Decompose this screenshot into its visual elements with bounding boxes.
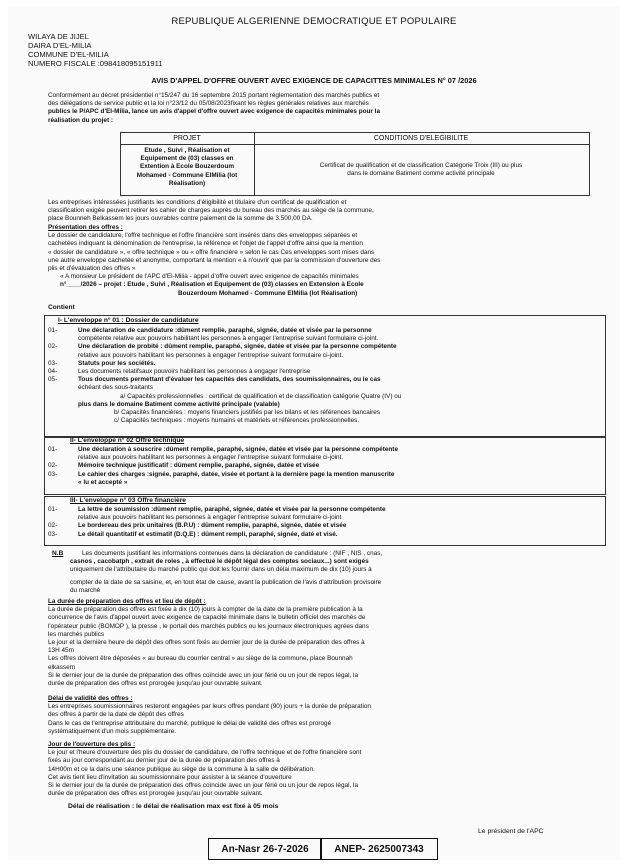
intro-line: Conformément au décret présidentiel n°15/247 du 16 septembre 2015 portant réglementation des marchés publics et <box>48 92 380 99</box>
item-number: 01- <box>48 327 58 334</box>
item-text: Le cahier des charges :signée, paraphé, datée, visée et portant à la dernière page la mention manuscrite <box>78 470 395 478</box>
ouverture-line: Le jour et l'heure d'ouverture des plis du dossier de candidature, de l'offre technique et de l'offre financière sont <box>48 749 362 757</box>
ouverture-line: Si le dernier jour de la durée de préparation des offres coïncide avec un jour férié ou un jour de repos légal, la <box>48 782 359 790</box>
intro-line: réalisation du projet : <box>48 116 113 124</box>
item-text: Une déclaration de candidature :dûment remplie, paraphé, signée, datée et visée par la personne <box>78 327 372 334</box>
wilaya: WILAYA DE JIJEL <box>28 32 89 41</box>
envelope-2-heading: II- L'enveloppe n° 02 Offre technique <box>70 437 185 444</box>
retrait-line: Les entreprises intéressées justifiants les conditions d'éligibilité et titulaire d'un certificat de qualification et <box>48 199 347 206</box>
duree-line: 13H 45m <box>48 647 74 655</box>
item-number: 02- <box>48 522 58 530</box>
presentation-heading: Présentation des offres : <box>48 224 123 231</box>
item-text: Tous documents permettant d'évaluer les capacités des candidats, des soumissionnaires, ou le cas <box>78 376 381 384</box>
condition-line: dans le domaine Batiment comme activité principale <box>347 170 495 178</box>
presentation-line: n°____/2026 – projet : Etude , Suivi , Réalisation et Equipement de (03) classes en Extension à Ecole <box>60 281 364 289</box>
contient-label: Contient <box>48 304 75 311</box>
ouverture-heading: Jour de l'ouverture des plis : <box>48 741 136 748</box>
signature-label: Le président de l'APC <box>478 828 544 835</box>
project-line: Mohamed - Commune ElMilia (lot <box>136 171 238 179</box>
duree-line: durée de préparation des offres est prorogée jusqu'au jour ouvrable suivant. <box>48 680 263 688</box>
cap-pro-text-cont: plus dans le domaine Batiment comme activité principale (valable) <box>78 400 280 408</box>
commune: COMMUNE D'EL-MILIA <box>28 50 109 59</box>
ouverture-line: 14H00m et ce la dans une séance publique au siège de la commune à la salle de délibération. <box>48 765 315 773</box>
presentation-section <box>48 224 380 298</box>
cap-pro-text: a/ Capacités professionnelles : certificat de qualification et de classification catégorie Quatre (IV) ou <box>120 392 402 400</box>
item-number: 02- <box>48 343 58 351</box>
nb-line: casnos , cacobatph , extrait de roles , à effectué le dépôt légal des comptes sociaux...) sont exigés <box>70 558 369 566</box>
item-number: 03- <box>48 530 58 538</box>
presentation-line: une autre enveloppe cachetée et anonyme, comportant la mention « à n'ouvrir que par la commission d'ouverture des <box>48 256 381 264</box>
intro-line: des délégations de service public et la loi n°23/12 du 05/08/2023fixant les règles générales relatives aux marchés <box>48 100 369 108</box>
validite-line: des offres à partir de la date de dépôt des offres <box>48 711 184 719</box>
duree-line: Si le dernier jour de la durée de préparation des offres coïncide avec un jour férié ou un jour de repos légal, la <box>48 671 359 679</box>
nb-line: Les documents justifiant les informations contenues dans la déclaration de candidature : (NIF , NIS , cnas, <box>82 550 383 557</box>
envelope-3-heading: III- L'enveloppe n° 03 Offre financière <box>70 497 186 504</box>
retrait-line: classification exigée peuvent retirer les cahier de charges auprès du bureau des marchés au siège de la commune, <box>48 207 374 215</box>
duree-line: Les offres doivent être déposées « au bureau du courrier central » au siège de la commune, place Bounnah <box>48 655 353 663</box>
notice-title: AVIS D'APPEL D'OFFRE OUVERT AVEC EXIGENCE DE CAPACITTES MINIMALES N° 07 /2026 <box>151 76 477 85</box>
duree-heading: La durée de préparation des offres et lieu de dépôt : <box>48 598 206 605</box>
presentation-line: Le dossier de candidature, l'offre technique et l'offre financière sont insérés dans des enveloppes séparées et <box>48 232 358 240</box>
ouverture-line: durée de préparation des offres est prorogée jusqu'au jour ouvrable suivant. <box>48 790 263 798</box>
envelope-1-heading: I- L'enveloppe n° 01 : Dossier de candidature <box>58 317 199 324</box>
condition-cell <box>254 162 588 178</box>
duree-line: concurrence de l'avis d'appel ouvert avec exigence de capacité minimale dans le bulletin officiel des marchés de <box>48 614 366 622</box>
item-number: 03- <box>48 470 58 478</box>
presentation-line: « dossier de candidature », « offre technique » ou « offre financière » selon le cas Ces enveloppes sont mises dans <box>48 248 375 256</box>
item-text-cont: relative aux pouvoirs habilitant les personnes à engager l'entreprise suivant formulaire ci-joint <box>78 514 342 522</box>
duree-line: l'opérateur public (BOMOP ), la presse , le portail des marchés publics ou les journaux électroniques agrées dans <box>48 622 369 630</box>
validite-line: Les entreprises soumissionnaires resteront engagées par leurs offres pendant (90) jours + la durée de préparation <box>48 703 371 711</box>
col-conditions-header: CONDITIONS D'ELEGIBILITE <box>373 135 469 142</box>
item-text-cont: compétente relative aux pouvoirs habilitant les personnes à engager l'entreprise suivant formulaire ci-joint. <box>78 335 379 343</box>
project-line: Réalisation) <box>168 179 206 187</box>
republic-title: REPUBLIQUE ALGERIENNE DEMOCRATIQUE ET POPULAIRE <box>171 16 457 27</box>
nif: NUMERO FISCALE :098418095151911 <box>28 59 163 68</box>
project-line: Etude , Suivi , Réalisation et <box>144 147 230 154</box>
item-number: 01- <box>48 506 58 513</box>
intro-line: publics le P/APC d'El-Milia, lance un avis d'appel d'offre ouvert avec exigence de capacités minimales pour la <box>48 108 381 116</box>
project-line: Equipement de (03) classes en <box>140 155 234 163</box>
item-text: Le bordereau des prix unitaires (B.P.U) : dûment remplie, paraphé, signée, datée et visée <box>78 522 347 530</box>
condition-line: Certificat de qualification et de classification Catégorie Troix (III) ou plus <box>319 162 523 169</box>
col-project-header: PROJET <box>173 135 201 142</box>
item-text: La lettre de soumission :dûment remplie, paraphé, signée, datée et visée par la personne compétente <box>78 506 386 513</box>
nb-line: compter de la date de sa saisine, et, en tout état de cause, avant la publication de l'avis d'attribution provisoire <box>70 578 382 586</box>
presentation-line: cachetées indiquant la dénomination de l'entreprise, la référence et l'objet de l'appel d'offre ainsi que la mention <box>48 240 363 248</box>
duree-line: elkassem <box>48 663 75 671</box>
publication-stamp-right: ANEP- 2625007343 <box>320 838 438 860</box>
item-number: 03- <box>48 359 58 367</box>
publication-stamp-left: An-Nasr 26-7-2026 <box>208 838 322 860</box>
duree-line: Le jour et la dernière heure de dépôt des offres sont fixés au dernier jour de la durée de préparation des offres à <box>48 639 365 647</box>
project-line: Extention à Ecole Bouzerdoum <box>139 163 235 171</box>
item-number: 01- <box>48 446 58 453</box>
project-cell <box>120 147 254 188</box>
item-text: Une déclaration à souscrire :dûment remplie, paraphé, signée, datée et visée par la personne compétente <box>78 446 398 453</box>
item-text: Mémoire technique justificatif : dûment remplie, paraphé, signée, datée et visée <box>78 462 320 470</box>
item-text: Une déclaration de probité : dûment remplie, paraphé, signée, datée et visée par la personne compétente <box>78 343 397 351</box>
item-text-cont: échéant des sous-traitants <box>78 384 153 392</box>
item-text-cont: relative aux pouvoirs habilitant les personnes à engager l'entreprise suivant formulaire ci-joint. <box>78 454 344 462</box>
nb-section <box>70 550 382 595</box>
ouverture-line: Cet avis tient lieu d'invitation au soumissionnaire pour assister à la séance d'ouverture <box>48 773 292 781</box>
item-text-cont: « lu et accepté » <box>78 478 128 486</box>
document-page <box>8 6 620 860</box>
duree-section <box>48 598 369 688</box>
item-number: 04- <box>48 367 58 375</box>
item-number: 02- <box>48 462 58 470</box>
item-text: Statuts pour les sociétés. <box>78 359 156 367</box>
retrait-paragraph <box>48 199 374 224</box>
retrait-line: place Bounneh Belkassem les jours ouvrables contre paiement de la somme de 3.500,00 DA. <box>48 215 313 223</box>
validite-section <box>48 695 371 736</box>
item-number: 05- <box>48 376 58 384</box>
validite-line: Dans le cas de l'entreprise attributaire du marché, publique le délai de validité des offres est prorogé <box>48 719 332 727</box>
duree-line: La durée de préparation des offres est fixée à dix (10) jours à compter de la date de la première publication à la <box>48 606 363 614</box>
ouverture-section <box>48 741 361 798</box>
nb-line: uniquement de l'attributaire du marché public qui doit les fournir dans un délai maximum de dix (10) jours à <box>70 566 372 574</box>
realisation-delay: Délai de réalisation : le délai de réalisation max est fixé à 05 mois <box>68 803 279 810</box>
item-text: Les documents relatifsaux pouvoirs habilitant les personnes à engager l'entreprise <box>78 367 311 375</box>
cap-tech-text: c/ Capacités techniques : moyens humains et matériels et références professionnelles. <box>114 417 360 425</box>
validite-line: systématiquement d'un mois supplémentaire. <box>48 727 177 735</box>
presentation-line: Bouzerdoum Mohamed - Commune ElMilia (lot Réalisation) <box>178 289 358 297</box>
nb-line: du marché <box>70 586 101 594</box>
presentation-line: « A monsieur Le président de l'APC d'El-Milia - appel d'offre ouvert avec exigence de capacités minimales <box>60 273 359 281</box>
cap-fin-text: b/ Capacités financières : moyens financiers justifiés par les bilans et les références bancaires <box>114 408 381 416</box>
item-text-cont: relative aux pouvoirs habilitant les personnes à engager l'entreprise suivant formulaire ci-joint. <box>78 351 344 359</box>
ouverture-line: fixés au jour correspondant au dernier jour de la durée de préparation des offres à <box>48 757 280 765</box>
duree-line: les marchés publics <box>48 630 105 638</box>
item-text: Le détail quantitatif et estimatif (D.Q.E) : dûment rempli, paraphé, signée, daté et visé. <box>78 530 338 538</box>
presentation-line: plis et d'évaluation des offres » <box>48 265 136 273</box>
nb-label: N.B <box>52 550 64 557</box>
intro-paragraph <box>48 92 608 125</box>
validite-heading: Délai de validité des offres : <box>48 695 133 702</box>
daira: DAIRA D'EL-MILIA <box>28 41 92 50</box>
